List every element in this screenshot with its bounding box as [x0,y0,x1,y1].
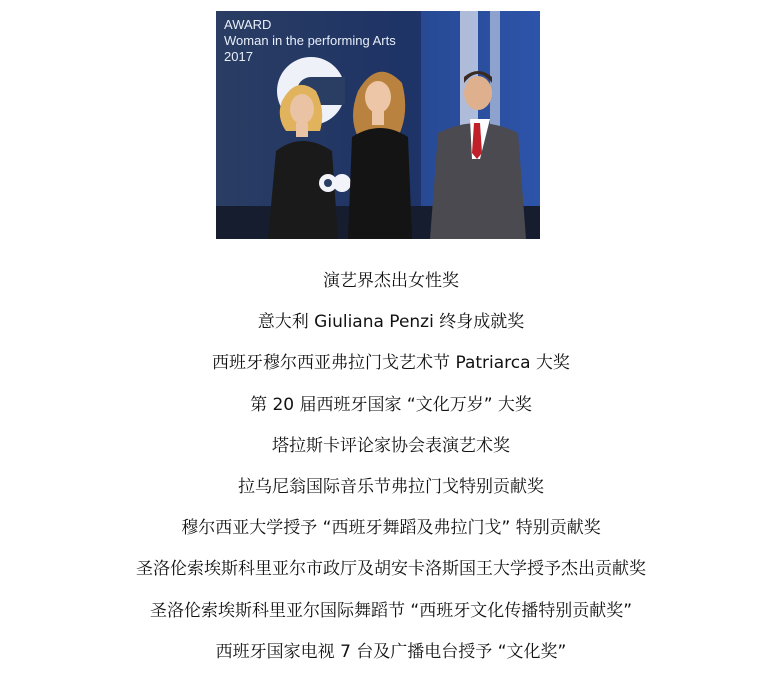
award-item: 圣洛伦索埃斯科里亚尔国际舞蹈节 “西班牙文化传播特别贡献奖” [149,600,633,621]
award-item: 西班牙国家电视 7 台及广播电台授予 “文化奖” [215,641,567,662]
caption-line: Woman in the performing Arts [224,33,396,48]
caption-line: 2017 [224,49,253,64]
award-item: 塔拉斯卡评论家协会表演艺术奖 [272,435,510,456]
photo-caption [224,17,396,65]
award-item: 演艺界杰出女性奖 [323,271,459,291]
award-item: 第 20 届西班牙国家 “文化万岁” 大奖 [250,394,532,415]
person-center [348,72,412,239]
award-ceremony-photo [216,11,540,239]
award-item: 西班牙穆尔西亚弗拉门戈艺术节 Patriarca 大奖 [212,353,570,374]
award-item: 穆尔西亚大学授予 “西班牙舞蹈及弗拉门戈” 特别贡献奖 [181,518,601,539]
award-item: 拉乌尼翁国际音乐节弗拉门戈特别贡献奖 [238,476,544,497]
award-list [0,264,782,676]
caption-line: AWARD [224,17,272,32]
award-item: 圣洛伦索埃斯科里亚尔市政厅及胡安卡洛斯国王大学授予杰出贡献奖 [136,559,646,580]
award-item: 意大利 Giuliana Penzi 终身成就奖 [257,312,525,333]
